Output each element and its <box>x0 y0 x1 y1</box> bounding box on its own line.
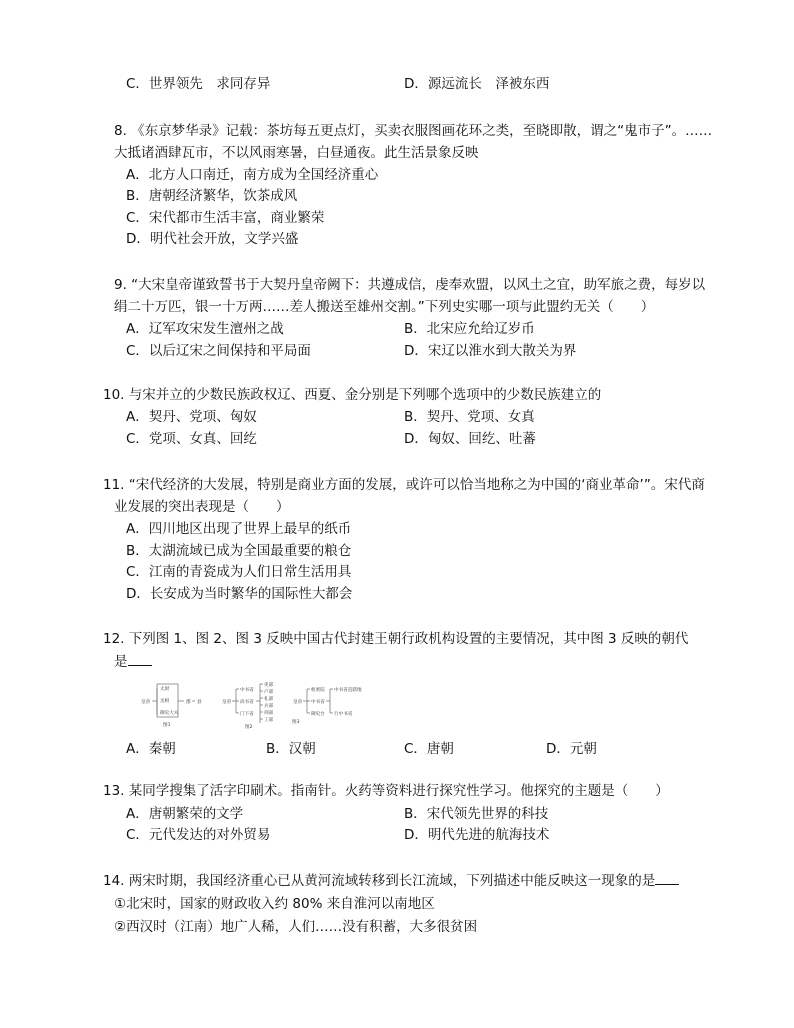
q10-option-c: C．党项、女真、回纥 <box>126 431 257 447</box>
q12-option-a: A．秦朝 <box>126 741 176 757</box>
q14-item-1: ①北宋时，国家的财政收入约 80% 来自淮河以南地区 <box>114 896 435 912</box>
q8-option-d: D．明代社会开放，文学兴盛 <box>126 231 299 247</box>
q9-stem-line-1: 9. “大宋皇帝谨致誓书于大契丹皇帝阙下：共遵成信，虔奉欢盟，以风土之宜，助军旅之费，每岁以 <box>114 277 706 293</box>
fig2-ministry-3: 礼部 <box>264 697 274 702</box>
q14-stem <box>103 872 679 890</box>
q10-option-b: B．契丹、党项、女真 <box>404 409 535 425</box>
fig1-caption: 图1 <box>163 723 171 728</box>
q11-stem-line-2: 业发展的突出表现是（ ） <box>114 499 290 515</box>
q12-stem-line-2 <box>114 653 152 671</box>
q11-stem-line-1: 11. “宋代经济的大发展，特别是商业方面的发展，或许可以恰当地称之为中国的‘商业革命’”。宋代商 <box>103 477 705 493</box>
q9-option-a: A．辽军攻宋发生澶州之战 <box>126 321 284 337</box>
q13-option-a: A．唐朝繁荣的文学 <box>126 806 244 822</box>
q13-option-b: B．宋代领先世界的科技 <box>404 806 549 822</box>
q11-option-b: B．太湖流域已成为全国最重要的粮仓 <box>126 543 352 559</box>
q13-option-c: C．元代发达的对外贸易 <box>126 827 271 843</box>
fig3-official-1: 枢密院 <box>311 688 325 693</box>
q9-option-b: B．北宋应允给辽岁币 <box>404 321 535 337</box>
q7-option-d: D．源远流长 泽被东西 <box>404 76 550 92</box>
fig3-right-2: 行中书省 <box>334 712 353 717</box>
fig2-ministry-1: 吏部 <box>264 683 274 688</box>
fig2-ministry-2: 户部 <box>264 690 274 695</box>
q13-option-d: D．明代先进的航海技术 <box>404 827 550 843</box>
fig2-dept-2: 尚书省 <box>240 700 254 705</box>
fig2-ministry-4: 兵部 <box>264 704 274 709</box>
q11-option-c: C．江南的青瓷成为人们日常生活用具 <box>126 564 352 580</box>
q7-option-c: C．世界领先 求同存异 <box>126 76 271 92</box>
q10-option-d: D．匈奴、回纥、吐蕃 <box>404 431 536 447</box>
q8-option-a: A．北方人口南迁，南方成为全国经济重心 <box>126 167 379 183</box>
q14-item-2: ②西汉时（江南）地广人稀，人们……没有积蓄，大多很贫困 <box>114 919 478 935</box>
fig3-right-1: 中书省直辖地 <box>334 688 362 693</box>
q12-diagram <box>140 681 385 729</box>
q8-option-b: B．唐朝经济繁华，饮茶成风 <box>126 188 298 204</box>
q8-option-c: C．宋代都市生活丰富，商业繁荣 <box>126 210 325 226</box>
q12-option-d: D．元朝 <box>546 741 597 757</box>
fig2-ministry-5: 刑部 <box>264 711 274 716</box>
q8-stem-line-1: 8. 《东京梦华录》记载：茶坊每五更点灯，买卖衣服图画花环之类，至晓即散，谓之“鬼市子”。…… <box>114 123 713 139</box>
fig2-emperor: 皇帝 <box>222 700 232 705</box>
fig3-official-3: 御史台 <box>311 712 325 717</box>
fig2-dept-1: 中书省 <box>240 688 254 693</box>
fig2-dept-3: 门下省 <box>240 712 254 717</box>
fig1-emperor: 皇帝 <box>141 700 151 705</box>
q14-stem-text: 14. 两宋时期，我国经济重心已从黄河流域转移到长江流域，下列描述中能反映这一现象的是 <box>103 873 656 889</box>
fig3-official-2: 中书省 <box>311 700 325 705</box>
fig1-official-2: 丞相 <box>160 699 170 704</box>
q12-option-b: B．汉朝 <box>266 741 316 757</box>
fig2-ministry-6: 工部 <box>264 718 274 723</box>
q9-stem-line-2: 绢二十万匹，银一十万两……差人搬送至雄州交割。”下列史实哪一项与此盟约无关（ ） <box>114 299 655 315</box>
q10-stem: 10. 与宋并立的少数民族政权辽、西夏、金分别是下列哪个选项中的少数民族建立的 <box>103 387 602 403</box>
q12-option-c: C．唐朝 <box>404 741 454 757</box>
q11-option-a: A．四川地区出现了世界上最早的纸币 <box>126 521 352 537</box>
answer-blank <box>128 653 152 666</box>
q11-option-d: D．长安成为当时繁华的国际性大都会 <box>126 586 353 602</box>
fig3-emperor: 皇帝 <box>293 700 303 705</box>
fig1-official-3: 御史大夫 <box>160 711 179 716</box>
q13-stem: 13. 某同学搜集了活字印刷术。指南针。火药等资料进行探究性学习。他探究的主题是（ ） <box>103 783 669 799</box>
fig2-caption: 图2 <box>245 725 253 729</box>
fig3-caption: 图3 <box>292 720 300 725</box>
q9-option-d: D．宋辽以淮水到大散关为界 <box>404 343 577 359</box>
q12-stem-line-1: 12. 下列图 1、图 2、图 3 反映中国古代封建王朝行政机构设置的主要情况，其中图 3 反映的朝代 <box>103 631 689 647</box>
fig1-right-2: 县 <box>197 700 202 705</box>
fig1-official-1: 太尉 <box>160 687 170 692</box>
q8-stem-line-2: 大抵诸酒肆瓦市，不以风雨寒暑，白昼通夜。此生活景象反映 <box>114 145 479 161</box>
q9-option-c: C．以后辽宋之间保持和平局面 <box>126 343 311 359</box>
answer-blank <box>655 872 679 885</box>
q12-stem-text: 是 <box>114 654 128 670</box>
q10-option-a: A．契丹、党项、匈奴 <box>126 409 257 425</box>
fig1-right-1: 郡 <box>186 700 191 705</box>
